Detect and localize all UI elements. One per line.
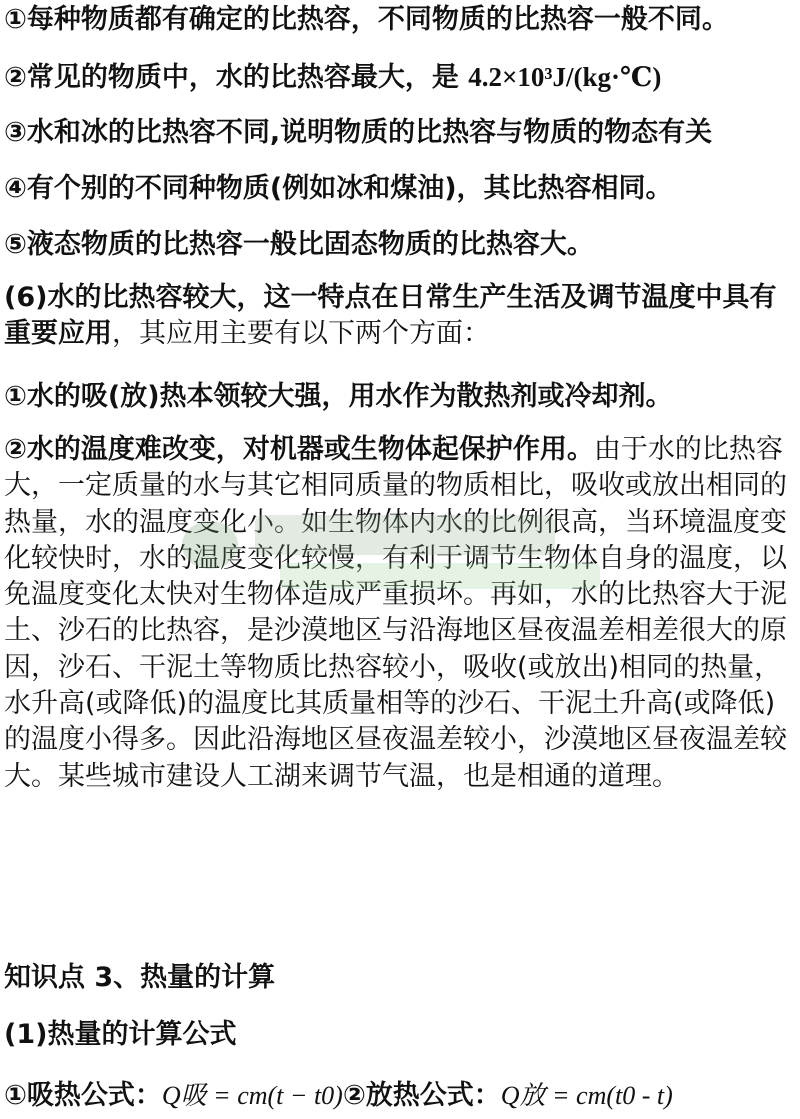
point-5: ⑤液态物质的比热容一般比固态物质的比热容大。 xyxy=(4,229,594,260)
point-2-value: 4.2×10³J/(kg·℃) xyxy=(468,62,662,92)
point-2-text: ②常见的物质中，水的比热容最大，是 xyxy=(4,62,469,93)
formula-section-title: (1)热量的计算公式 xyxy=(4,1019,237,1050)
application-2-paragraph xyxy=(4,432,794,795)
point-3: ③水和冰的比热容不同,说明物质的比热容与物质的物态有关 xyxy=(4,117,713,148)
point-6-rest: ，其应用主要有以下两个方面： xyxy=(112,318,490,350)
point-6-heading: (6)水的比热容较大，这一特点在日常生产生活及调节温度中具有重要应用 xyxy=(4,282,777,350)
absorb-formula-label: ①吸热公式： xyxy=(4,1080,162,1111)
release-formula: Q放 = cm(t0 - t) xyxy=(500,1081,673,1110)
point-4: ④有个别的不同种物质(例如冰和煤油)，其比热容相同。 xyxy=(4,173,673,204)
point-2 xyxy=(4,59,796,96)
application-2-heading: ②水的温度难改变，对机器或生物体起保护作用。 xyxy=(4,434,594,465)
absorb-formula: Q吸 = cm(t − t0) xyxy=(161,1081,343,1110)
application-1: ①水的吸(放)热本领较大强，用水作为散热剂或冷却剂。 xyxy=(4,381,673,412)
application-2-body: 由于水的比热容大，一定质量的水与其它相同质量的物质相比，吸收或放出相同的热量，水的温度变化小。如生物体内水的比例很高，当环境温度变化较快时，水的温度变化较慢，有利于调节生物体自身的温度，以免温度变化太快对生物体造成严重损坏。再如，水的比热容大于泥土、沙石的比热容，是沙漠地区与沿海地区昼夜温差相差很大的原因，沙石、干泥土等物质比热容较小，吸收(或放出)相同的热量，水升高(或降低)的温度比其质量相等的沙石、干泥土升高(或降低)的温度小得多。因此沿海地区昼夜温差较小，沙漠地区昼夜温差较大。某些城市建设人工湖来调节气温，也是相通的道理。 xyxy=(4,434,787,792)
knowledge-point-3-title: 知识点 3、热量的计算 xyxy=(4,962,276,993)
point-6-paragraph xyxy=(4,280,794,353)
formula-line xyxy=(4,1078,796,1114)
point-1: ①每种物质都有确定的比热容，不同物质的比热容一般不同。 xyxy=(4,4,729,35)
release-formula-label: ②放热公式： xyxy=(342,1080,501,1111)
